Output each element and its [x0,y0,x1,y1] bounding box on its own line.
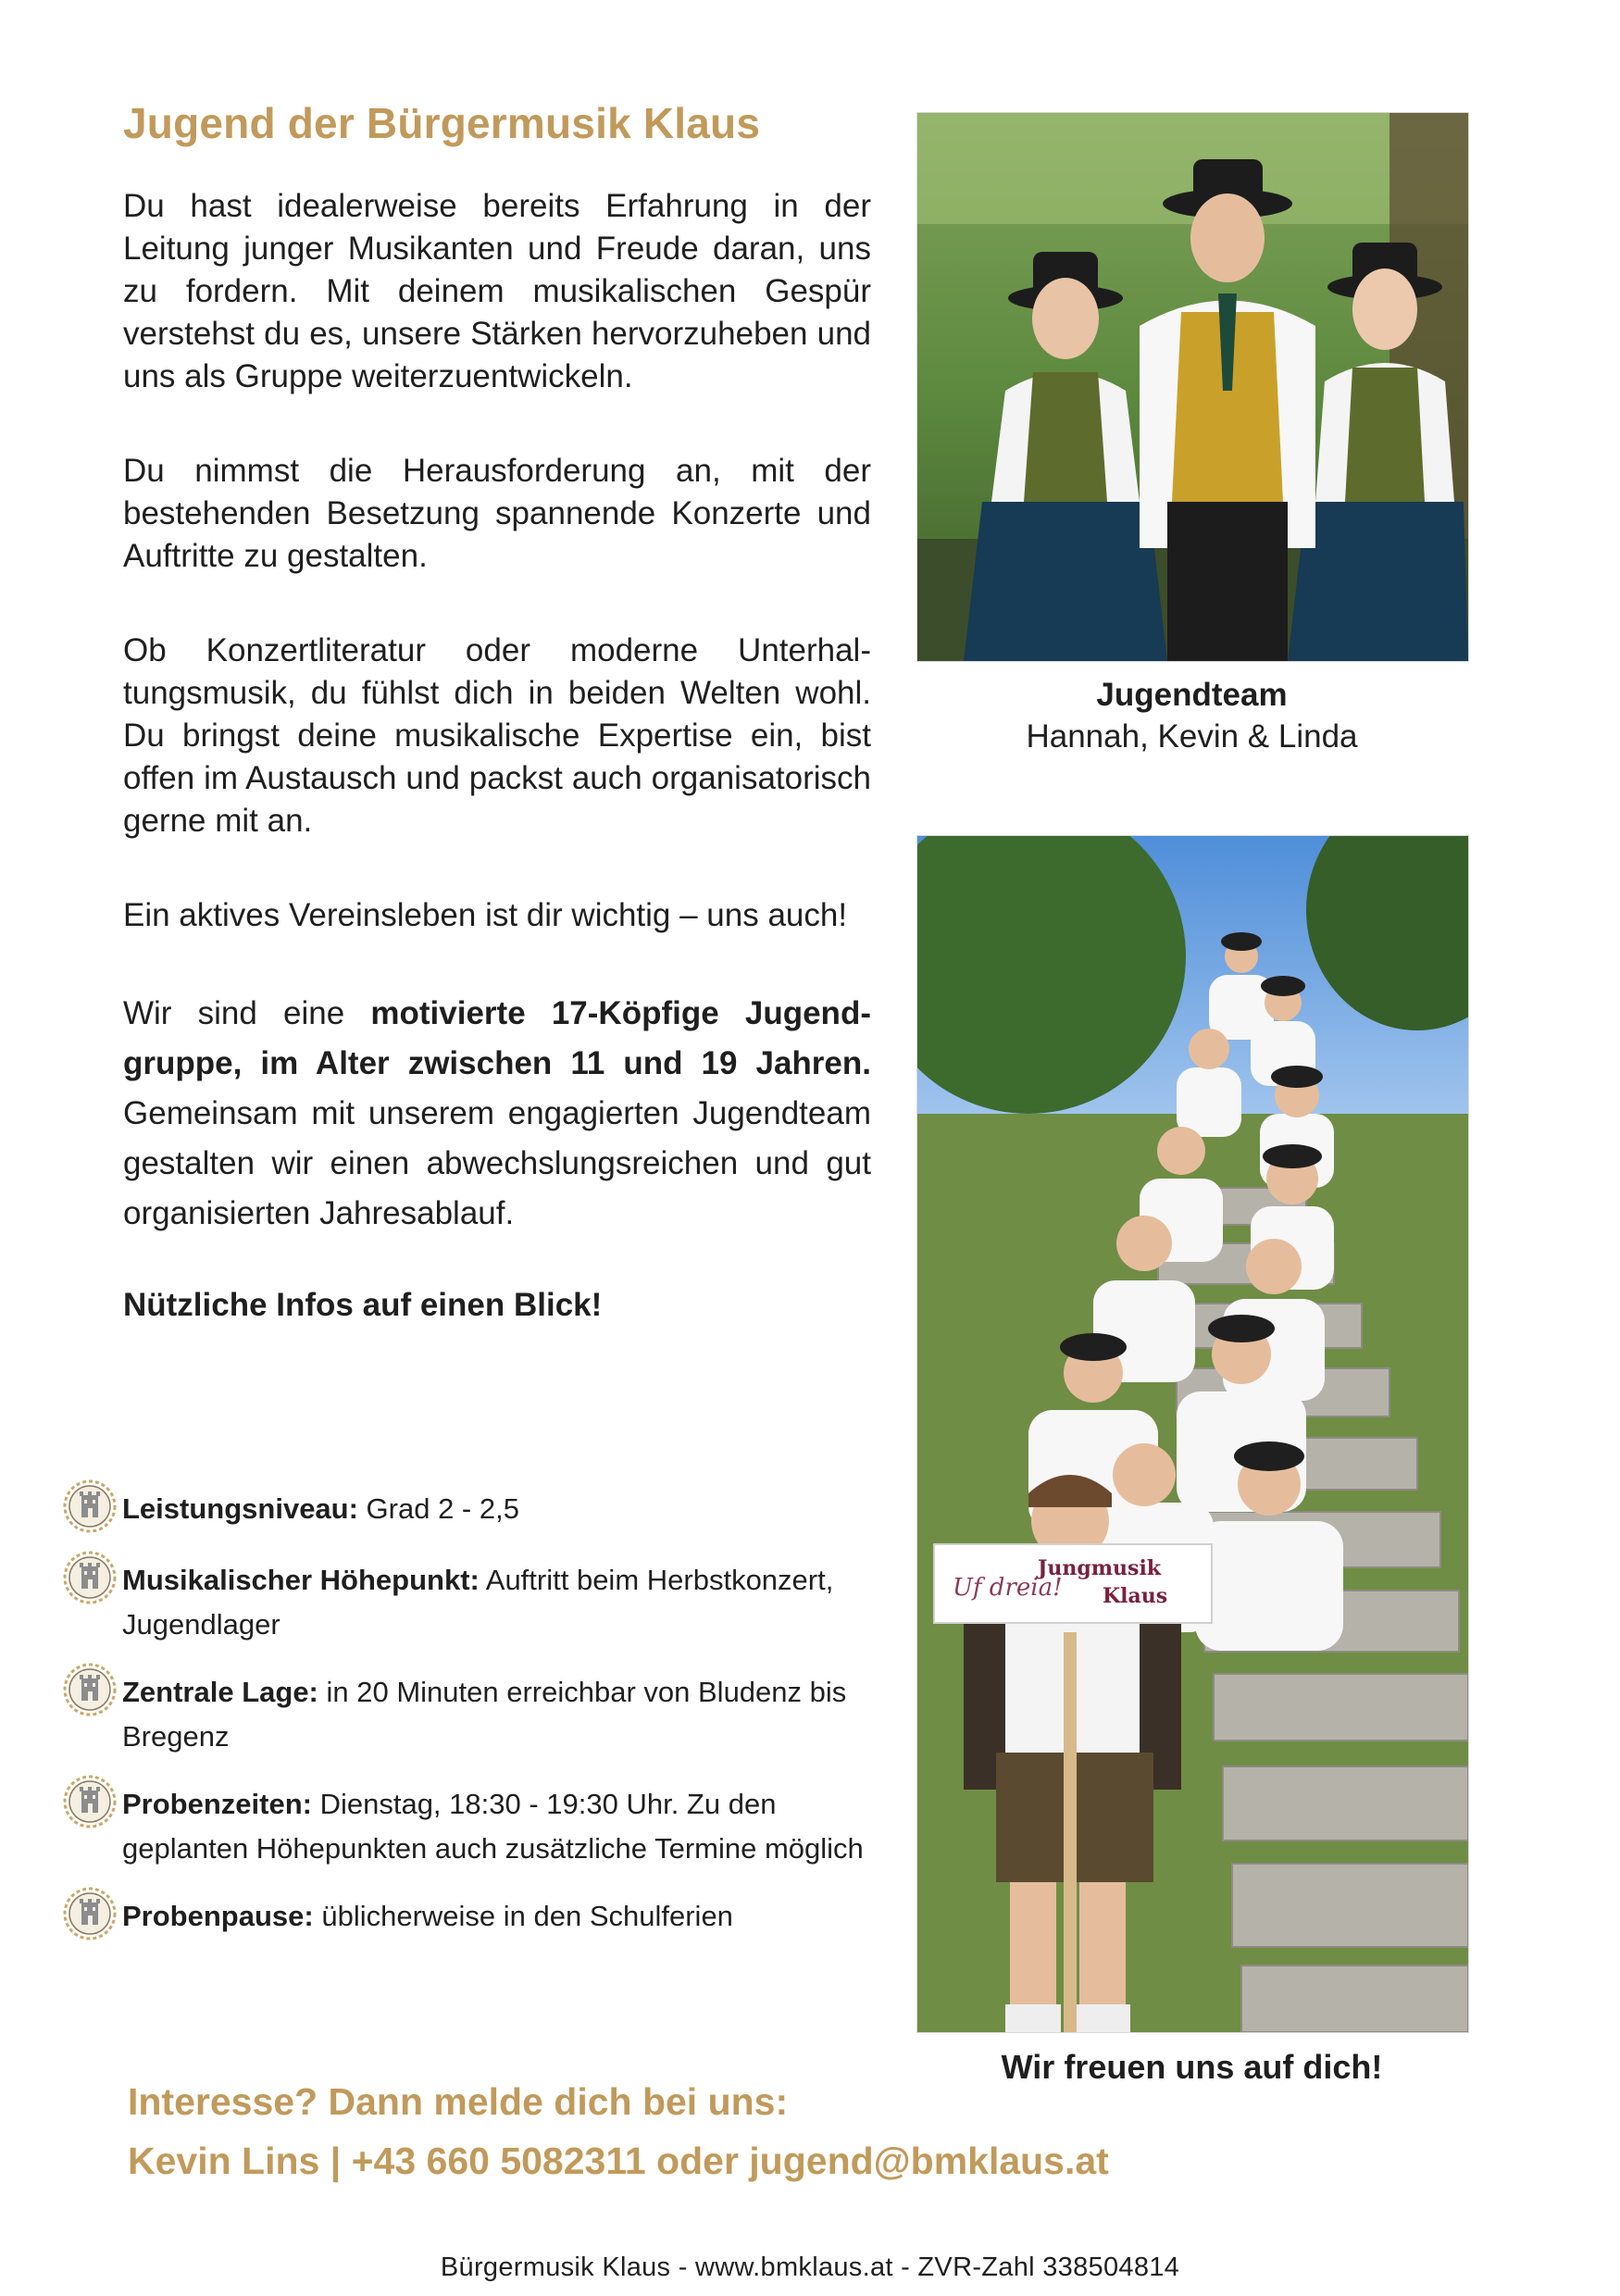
team-caption-names: Hannah, Kevin & Linda [1026,718,1358,755]
intro-paragraph-4: Ein aktives Vereinsleben ist dir wichtig – uns auch! [123,897,848,933]
info-label: Zentrale Lage: [122,1676,318,1708]
info-list [61,1487,876,1965]
page-title: Jugend der Bürgermusik Klaus [123,99,761,147]
tower-emblem-icon [61,1549,118,1606]
tower-emblem-icon [61,1661,118,1718]
info-value: Grad 2 - 2,5 [357,1492,519,1525]
group-suffix: Gemeinsam mit unserem engagierten Jugendteam gestalten wir einen abwechslungsreichen und gut organisierten Jahresablauf. [123,1095,871,1231]
sign-logo-text: Uf dreia! [953,1574,1063,1602]
intro-paragraph-1: Du hast idealerweise bereits Erfahrung in der Leitung junger Musikanten und Freude daran, uns zu fordern. Mit deinem musikalischen Gespür verstehst du es, unsere Stärken hervorzuheben und uns als Gruppe weiterzuentwickeln. [123,188,871,394]
info-value: Auftritt beim Herbstkonzert, Jugendlager [122,1564,834,1641]
info-value: Dienstag, 18:30 - 19:30 Uhr. Zu den geplanten Höhepunkten auch zusätzliche Termine möglich [122,1788,864,1865]
footer: Bürgermusik Klaus - www.bmklaus.at - ZVR-Zahl 338504814 [440,2252,1180,2282]
info-value: in 20 Minuten erreichbar von Bludenz bis Bregenz [122,1676,847,1753]
info-item [61,1487,876,1535]
team-photo [916,112,1469,662]
tower-emblem-icon [61,1478,118,1535]
tower-emblem-icon [61,1773,118,1830]
info-heading: Nützliche Infos auf einen Blick! [123,1287,603,1323]
info-item [61,1782,876,1871]
info-item [61,1558,876,1647]
group-highlight: motivierte 17-Köpfige Jugendgruppe, im Alter zwischen 11 und 19 Jahren. [123,995,871,1081]
sign-line-1: Jungmusik [1038,1556,1162,1580]
info-label: Leistungsniveau: [122,1492,358,1525]
intro-section [123,185,871,1344]
info-label: Probenpause: [122,1900,314,1932]
tower-emblem-icon [61,1885,118,1942]
contact-prompt: Interesse? Dann melde dich bei uns: [128,2080,789,2123]
info-item [61,1670,876,1759]
group-prefix: Wir sind eine [123,995,371,1031]
team-caption-title: Jugendteam [1096,677,1288,713]
sign-line-2: Klaus [1103,1584,1168,1608]
intro-paragraph-5 [123,989,871,1239]
group-photo [916,835,1469,2033]
intro-paragraph-2: Du nimmst die Herausforderung an, mit der bestehenden Besetzung spannende Konzerte und Auftritte zu gestalten. [123,453,871,574]
info-value: üblicherweise in den Schulferien [313,1900,733,1932]
group-caption: Wir freuen uns auf dich! [1001,2048,1383,2086]
intro-paragraph-3: Ob Konzertliteratur oder moderne Unterhaltungsmusik, du fühlst dich in beiden Welten wohl. Du bringst deine musikalische Expertise ein, bist offen im Austausch und packst auch organisatorisch gerne mit an. [123,632,871,839]
info-label: Musikalischer Höhepunkt: [122,1564,480,1596]
contact-details: Kevin Lins | +43 660 5082311 oder jugend@bmklaus.at [128,2140,1109,2182]
info-item [61,1894,876,1942]
info-label: Probenzeiten: [122,1788,312,1820]
